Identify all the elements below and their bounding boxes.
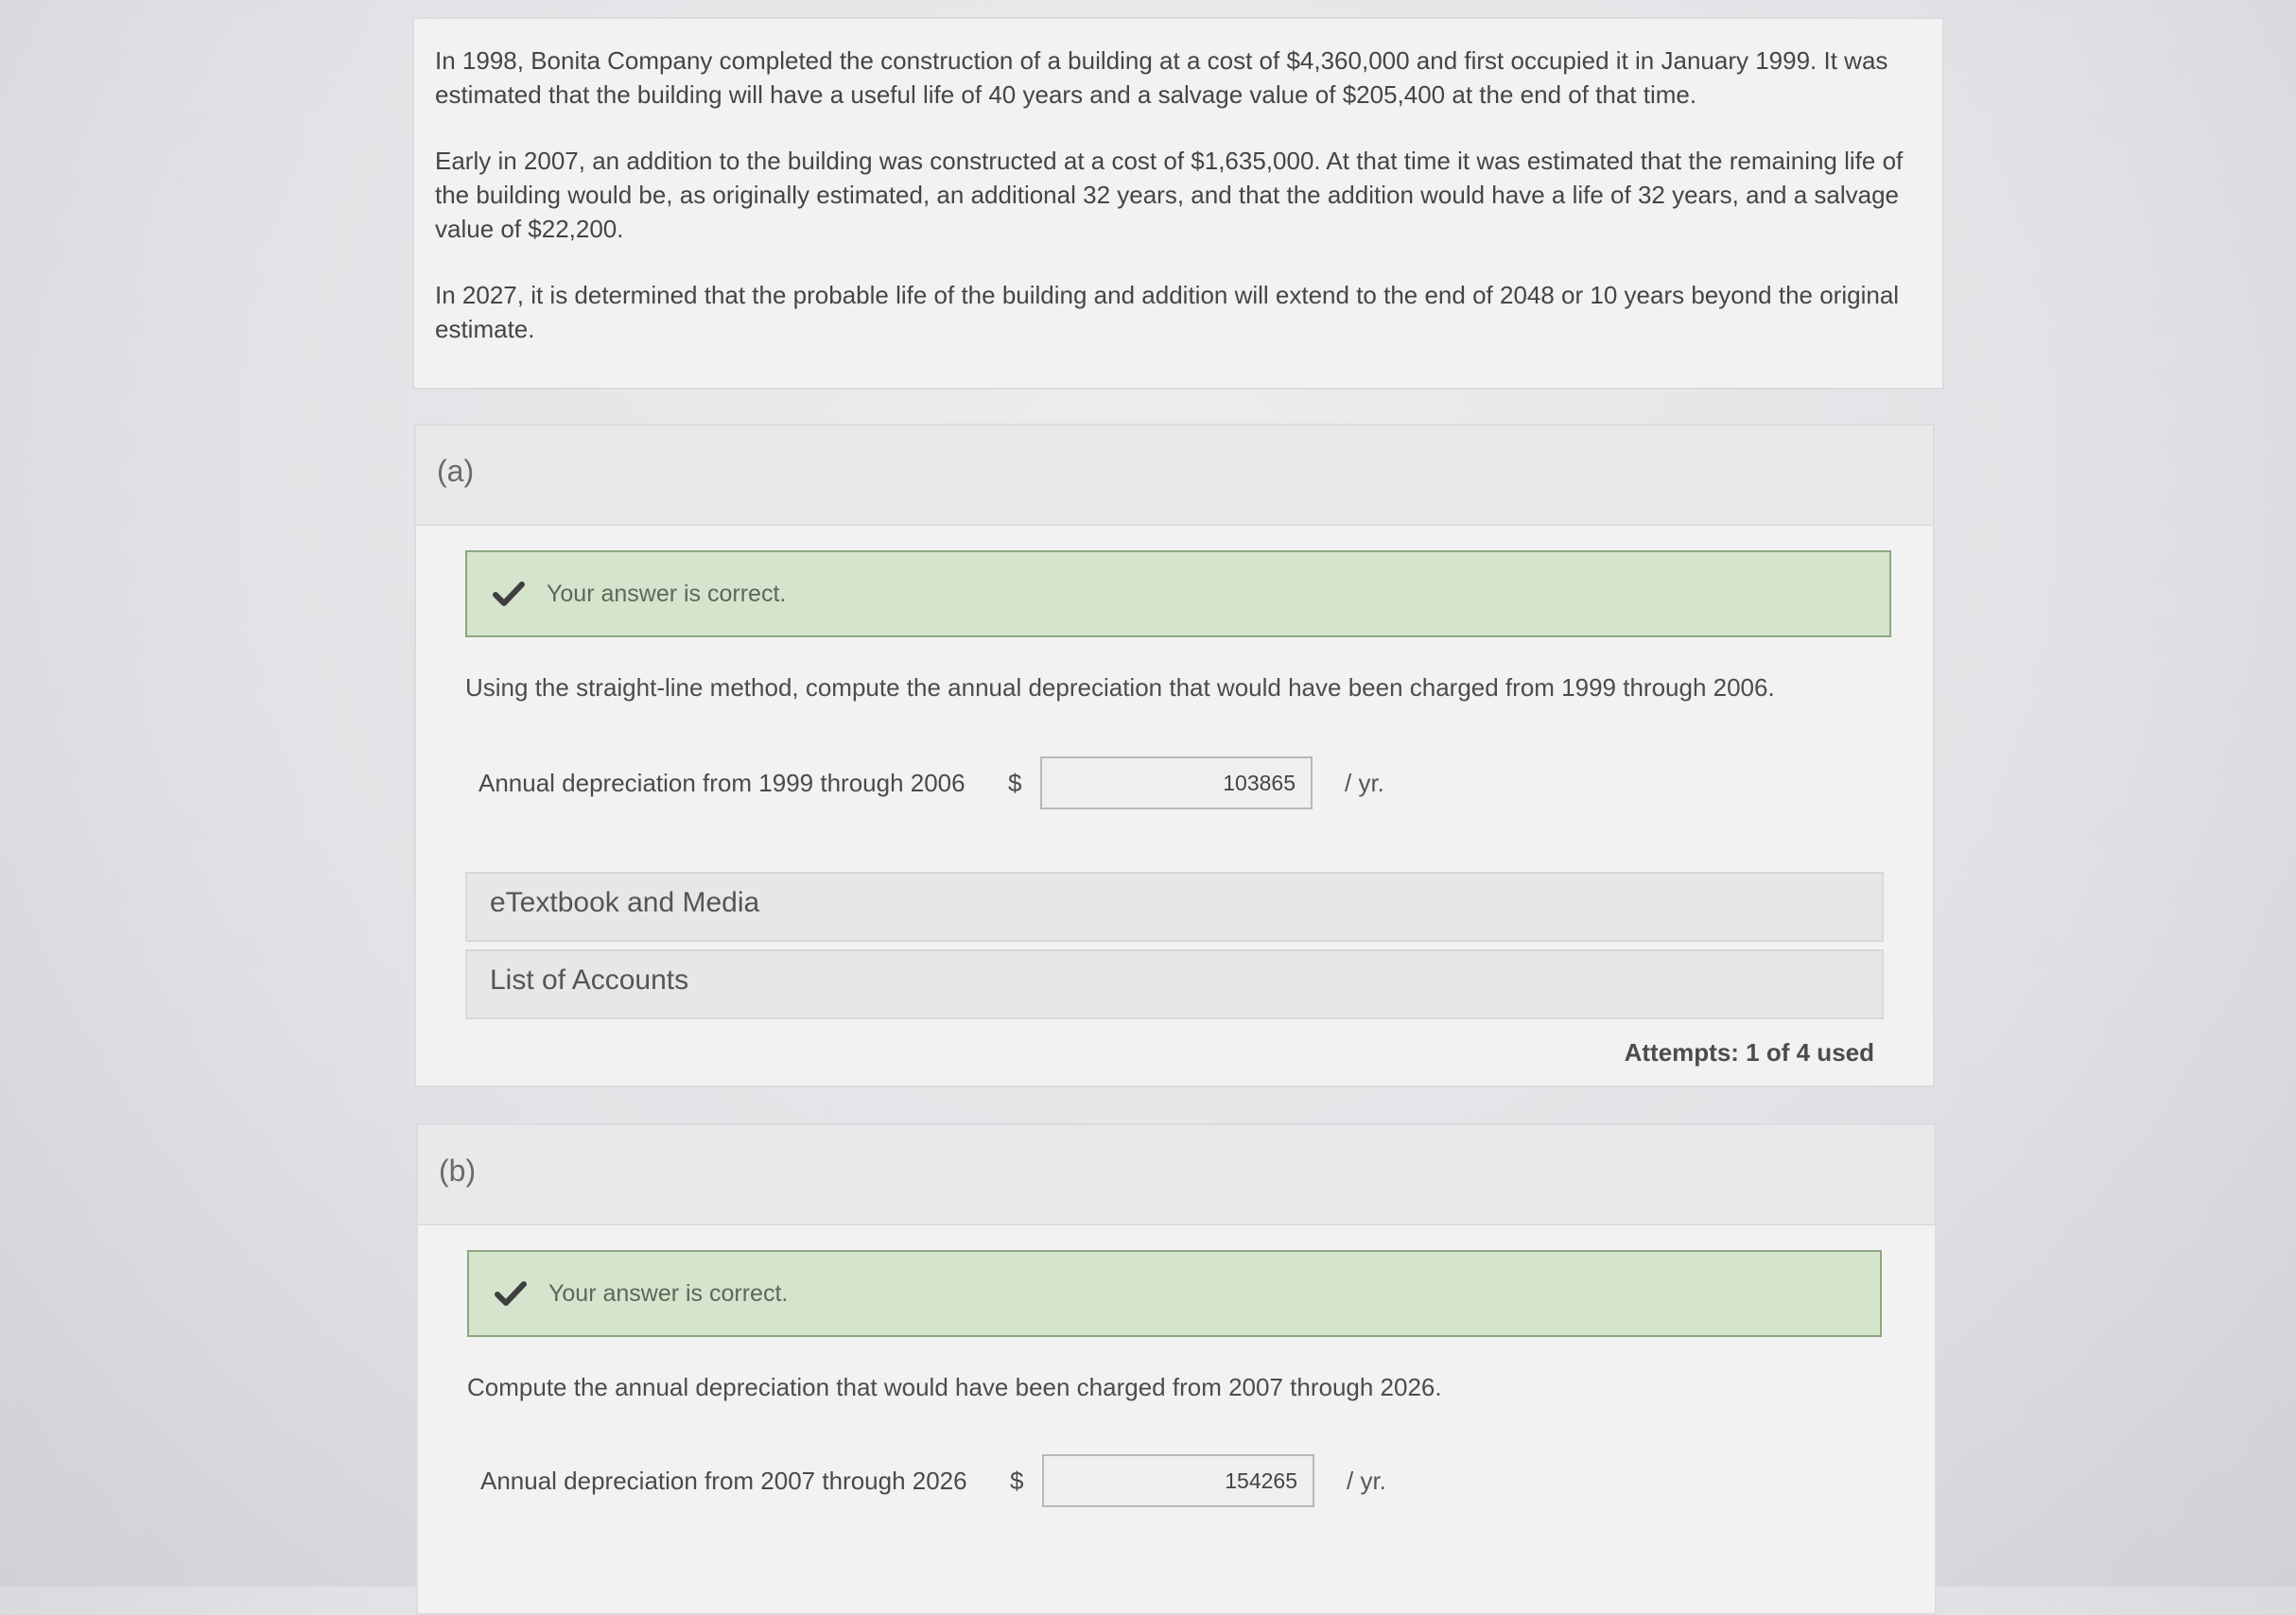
part-a-header[interactable] <box>416 425 1933 526</box>
problem-paragraph-2: Early in 2007, an addition to the building was constructed at a cost of $1,635,000. At that time it was estimated that the remaining life of the building would be, as originally estimated, an additional 32 years, and that the addition would have a life of 32 years, and a salvage value of $22,200. <box>435 147 1904 243</box>
part-b-unit: / yr. <box>1347 1466 1386 1495</box>
part-a-answer-row <box>478 756 1384 809</box>
checkmark-icon <box>492 1275 530 1312</box>
part-b-answer-row <box>480 1454 1386 1507</box>
part-a-answer-input[interactable] <box>1040 756 1313 809</box>
part-a-feedback-text: Your answer is correct. <box>547 580 787 607</box>
part-b-section <box>416 1123 1937 1615</box>
part-b-header[interactable] <box>418 1125 1935 1225</box>
part-a-section <box>414 424 1935 1087</box>
problem-paragraph-1: In 1998, Bonita Company completed the construction of a building at a cost of $4,360,000 and first occupied it in January 1999. It was estimated that the building will have a useful life of 40 years and a salvage value of $205,400 at the end of that time. <box>435 46 1888 109</box>
part-b-feedback-text: Your answer is correct. <box>548 1279 789 1307</box>
part-b-answer-input[interactable] <box>1042 1454 1314 1507</box>
part-a-question: Using the straight-line method, compute the annual depreciation that would have been charged from 1999 through 2006. <box>465 673 1775 702</box>
list-of-accounts-label: List of Accounts <box>490 964 689 996</box>
part-a-currency-symbol: $ <box>1008 768 1022 797</box>
part-a-unit: / yr. <box>1345 768 1384 797</box>
etextbook-media-button[interactable] <box>465 872 1884 942</box>
attempts-counter: Attempts: 1 of 4 used <box>1624 1038 1874 1067</box>
problem-statement <box>412 17 1944 390</box>
part-b-answer-label: Annual depreciation from 2007 through 2026 <box>480 1466 967 1495</box>
part-a-label: (a) <box>437 454 475 488</box>
part-b-question: Compute the annual depreciation that would have been charged from 2007 through 2026. <box>467 1373 1442 1401</box>
checkmark-icon <box>490 575 528 613</box>
list-of-accounts-button[interactable] <box>465 949 1884 1019</box>
part-b-feedback-banner <box>467 1250 1882 1337</box>
part-b-label: (b) <box>439 1154 477 1188</box>
part-a-answer-label: Annual depreciation from 1999 through 2006 <box>478 768 965 797</box>
etextbook-media-label: eTextbook and Media <box>490 887 760 918</box>
part-a-feedback-banner <box>465 550 1891 637</box>
problem-paragraph-3: In 2027, it is determined that the probable life of the building and addition will extend to the end of 2048 or 10 years beyond the original estimate. <box>435 281 1900 343</box>
part-b-currency-symbol: $ <box>1010 1466 1024 1495</box>
